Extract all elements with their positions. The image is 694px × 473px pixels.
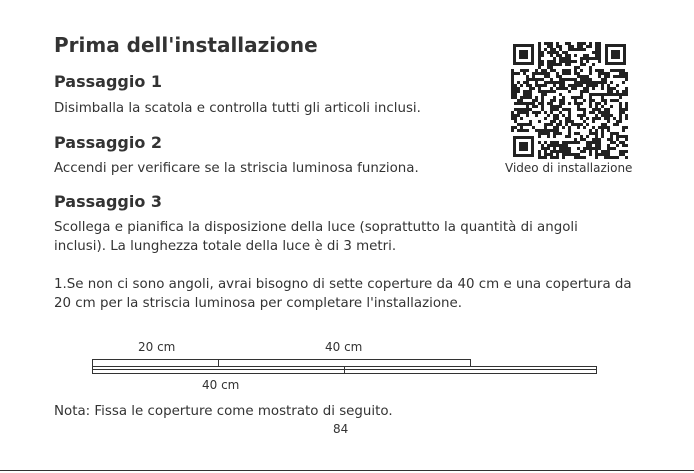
page-number: 84 [333, 422, 349, 436]
instruction-1: 1.Se non ci sono angoli, avrai bisogno di sette coperture da 40 cm e una copertura da 20 cm per la striscia luminosa per completare l'installazione. [54, 277, 632, 311]
bottom-rule [0, 470, 694, 471]
step-2-heading: Passaggio 2 [54, 133, 163, 152]
step-3-text: Scollega e pianifica la disposizione della luce (soprattutto la quantità di angoli inclusi). La lunghezza totale della luce è di 3 metri. [54, 220, 578, 254]
dimension-20cm: 20 cm [138, 340, 176, 354]
dimension-40cm-top: 40 cm [325, 340, 363, 354]
step-3-heading: Passaggio 3 [54, 192, 163, 211]
qr-caption: Video di installazione [505, 161, 633, 175]
step-1-heading: Passaggio 1 [54, 72, 163, 91]
step-2-text: Accendi per verificare se la striscia luminosa funziona. [54, 161, 419, 176]
page-title: Prima dell'installazione [54, 33, 318, 57]
cover-20cm-top [93, 360, 219, 367]
cover-40cm-top [219, 360, 471, 367]
note-text: Nota: Fissa le coperture come mostrato di seguito. [54, 404, 393, 419]
dimension-40cm-bottom: 40 cm [202, 378, 240, 392]
step-1-text: Disimballa la scatola e controlla tutti gli articoli inclusi. [54, 101, 421, 116]
